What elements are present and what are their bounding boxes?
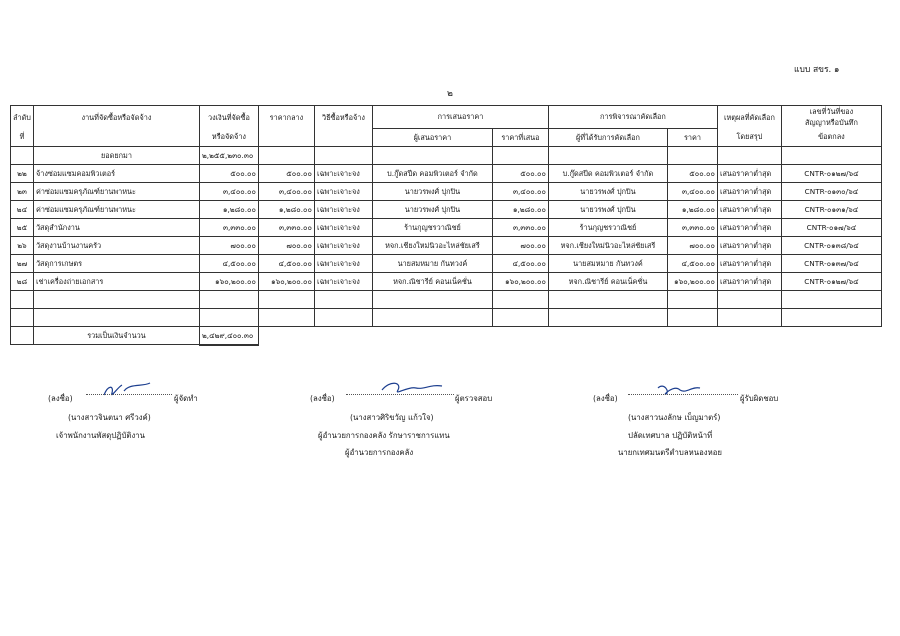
cell-price: ๓,๔๐๐.๐๐	[667, 182, 717, 200]
cell-offer-price: ๓,๓๓๐.๐๐	[492, 218, 548, 236]
cell-contract: CNTR-๐๑๗/๖๔	[781, 218, 881, 236]
signer-title-1: ผู้อำนวยการกองคลัง รักษาราชการแทน	[318, 431, 450, 440]
cell-item: วัสดุงานบ้านงานครัว	[33, 236, 199, 254]
cell-method: เฉพาะเจาะจง	[314, 200, 372, 218]
cell-selected: ร้านกุญชรวาณิชย์	[548, 218, 667, 236]
cell-reason: เสนอราคาต่ำสุด	[717, 218, 781, 236]
cell-selected: นายวรพงศ์ ปุกปิน	[548, 200, 667, 218]
signature-image	[640, 380, 730, 400]
signature-image	[84, 381, 174, 401]
cell-price: ๑๖๐,๒๐๐.๐๐	[667, 272, 717, 290]
cell-reason: เสนอราคาต่ำสุด	[717, 164, 781, 182]
cell-offer-price: ๑,๒๘๐.๐๐	[492, 200, 548, 218]
table-row	[11, 254, 882, 272]
cell-seq: ๒๔	[11, 200, 34, 218]
carried-label: ยอดยกมา	[33, 146, 199, 164]
cell-seq: ๒๗	[11, 254, 34, 272]
total-row	[11, 326, 882, 345]
cell-median: ๔,๕๐๐.๐๐	[258, 254, 314, 272]
cell-median: ๗๐๐.๐๐	[258, 236, 314, 254]
cell-seq: ๒๒	[11, 164, 34, 182]
cell-price: ๓,๓๓๐.๐๐	[667, 218, 717, 236]
hdr-median-cont	[258, 128, 314, 146]
cell-selected: หจก.ณิชารีย์ คอนเน็คชั่น	[548, 272, 667, 290]
cell-budget: ๑,๒๘๐.๐๐	[199, 200, 258, 218]
cell-offer-price: ๑๖๐,๒๐๐.๐๐	[492, 272, 548, 290]
hdr-selected: ผู้ที่ได้รับการคัดเลือก	[548, 128, 667, 146]
cell-reason: เสนอราคาต่ำสุด	[717, 182, 781, 200]
cell-contract: CNTR-๐๑๒๗/๖๔	[781, 272, 881, 290]
hdr-price: ราคา	[667, 128, 717, 146]
role-label: ผู้รับผิดชอบ	[740, 394, 779, 403]
cell-budget: ๕๐๐.๐๐	[199, 164, 258, 182]
signer-name: (นางสาวนงลักษ เบ็ญมาตร์)	[628, 413, 721, 422]
signer-name: (นางสาวจินตนา ศรีวงค์)	[68, 413, 151, 422]
sign-label: (ลงชื่อ)	[310, 394, 335, 403]
hdr-contract-line2: สัญญาหรือบันทึก	[804, 118, 858, 127]
form-code: แบบ สขร. ๑	[794, 65, 840, 75]
hdr-seq2: ที่	[11, 128, 34, 146]
hdr-offer: การเสนอราคา	[372, 106, 548, 129]
cell-offerer: นายวรพงศ์ ปุกปิน	[372, 182, 492, 200]
table-row	[11, 218, 882, 236]
hdr-offerer: ผู้เสนอราคา	[372, 128, 492, 146]
table-row	[11, 182, 882, 200]
hdr-method-cont	[314, 128, 372, 146]
page-number: ๒	[447, 89, 453, 99]
cell-seq: ๒๘	[11, 272, 34, 290]
hdr-contract3: ข้อตกลง	[781, 128, 881, 146]
cell-median: ๓,๓๓๐.๐๐	[258, 218, 314, 236]
cell-offerer: ร้านกุญชรวาณิชย์	[372, 218, 492, 236]
cell-method: เฉพาะเจาะจง	[314, 272, 372, 290]
cell-median: ๓,๔๐๐.๐๐	[258, 182, 314, 200]
signer-title-1: ปลัดเทศบาล ปฏิบัติหน้าที่	[628, 431, 713, 440]
cell-item: วัสดุการเกษตร	[33, 254, 199, 272]
table-row	[11, 272, 882, 290]
cell-seq: ๒๓	[11, 182, 34, 200]
cell-offerer: หจก.ณิชารีย์ คอนเน็คชั่น	[372, 272, 492, 290]
cell-price: ๔,๕๐๐.๐๐	[667, 254, 717, 272]
sign-line	[86, 394, 172, 395]
sign-label: (ลงชื่อ)	[593, 394, 618, 403]
hdr-offer-price: ราคาที่เสนอ	[492, 128, 548, 146]
header-row-1	[11, 106, 882, 129]
table-row	[11, 236, 882, 254]
hdr-seq: ลำดับ	[11, 106, 34, 129]
cell-median: ๑,๒๘๐.๐๐	[258, 200, 314, 218]
cell-item: ค่าซ่อมแซมครุภัณฑ์ยานพาหนะ	[33, 200, 199, 218]
cell-selected: นายวรพงศ์ ปุกปิน	[548, 182, 667, 200]
cell-seq: ๒๕	[11, 218, 34, 236]
role-label: ผู้จัดทำ	[174, 394, 198, 403]
role-label: ผู้ตรวจสอบ	[455, 394, 493, 403]
cell-selected: นายสมหมาย กันทวงค์	[548, 254, 667, 272]
cell-budget: ๗๐๐.๐๐	[199, 236, 258, 254]
cell-method: เฉพาะเจาะจง	[314, 164, 372, 182]
cell-offerer: นายวรพงศ์ ปุกปิน	[372, 200, 492, 218]
cell-offerer: นายสมหมาย กันทวงค์	[372, 254, 492, 272]
cell-method: เฉพาะเจาะจง	[314, 182, 372, 200]
cell-reason: เสนอราคาต่ำสุด	[717, 200, 781, 218]
hdr-selection: การพิจารณาคัดเลือก	[548, 106, 717, 129]
hdr-item-cont	[33, 128, 199, 146]
cell-contract: CNTR-๐๑๓๑/๖๔	[781, 200, 881, 218]
cell-offer-price: ๗๐๐.๐๐	[492, 236, 548, 254]
cell-contract: CNTR-๐๑๓๐/๖๔	[781, 182, 881, 200]
cell-contract: CNTR-๐๑๓๘/๖๔	[781, 236, 881, 254]
sign-line	[346, 394, 454, 395]
header-row-2	[11, 128, 882, 146]
cell-item: จ้างซ่อมแซมคอมพิวเตอร์	[33, 164, 199, 182]
cell-method: เฉพาะเจาะจง	[314, 236, 372, 254]
procurement-table	[10, 105, 882, 346]
cell-offerer: หจก.เชียงใหม่นิวอะไหล่ชัยเสรี	[372, 236, 492, 254]
cell-price: ๕๐๐.๐๐	[667, 164, 717, 182]
carried-row	[11, 146, 882, 164]
hdr-item: งานที่จัดซื้อหรือจัดจ้าง	[33, 106, 199, 129]
hdr-contract	[781, 106, 881, 129]
hdr-method: วิธีซื้อหรือจ้าง	[314, 106, 372, 129]
total-label: รวมเป็นเงินจำนวน	[33, 326, 199, 345]
table-row	[11, 164, 882, 182]
signer-title-2: นายกเทศมนตรีตำบลหนองหอย	[618, 448, 722, 457]
cell-method: เฉพาะเจาะจง	[314, 254, 372, 272]
hdr-reason2: โดยสรุป	[717, 128, 781, 146]
hdr-budget: วงเงินที่จัดซื้อ	[199, 106, 258, 129]
cell-offer-price: ๕๐๐.๐๐	[492, 164, 548, 182]
cell-item: ค่าซ่อมแซมครุภัณฑ์ยานพาหนะ	[33, 182, 199, 200]
cell-price: ๑,๒๘๐.๐๐	[667, 200, 717, 218]
cell-offer-price: ๔,๕๐๐.๐๐	[492, 254, 548, 272]
cell-contract: CNTR-๐๑๒๗/๖๔	[781, 164, 881, 182]
carried-value: ๒,๒๕๕,๒๓๐.๓๐	[199, 146, 258, 164]
hdr-contract-line1: เลขที่วันที่ของ	[809, 107, 854, 116]
cell-median: ๑๖๐,๒๐๐.๐๐	[258, 272, 314, 290]
sign-line	[628, 394, 738, 395]
cell-budget: ๔,๕๐๐.๐๐	[199, 254, 258, 272]
hdr-budget2: หรือจัดจ้าง	[199, 128, 258, 146]
sign-label: (ลงชื่อ)	[48, 394, 73, 403]
cell-reason: เสนอราคาต่ำสุด	[717, 236, 781, 254]
empty-row	[11, 290, 882, 308]
cell-method: เฉพาะเจาะจง	[314, 218, 372, 236]
signer-title: เจ้าพนักงานพัสดุปฏิบัติงาน	[56, 431, 145, 440]
hdr-reason: เหตุผลที่คัดเลือก	[717, 106, 781, 129]
cell-median: ๕๐๐.๐๐	[258, 164, 314, 182]
total-value: ๒,๔๒๙,๔๐๐.๓๐	[199, 326, 258, 345]
empty-row	[11, 308, 882, 326]
cell-budget: ๓,๓๓๐.๐๐	[199, 218, 258, 236]
cell-price: ๗๐๐.๐๐	[667, 236, 717, 254]
cell-contract: CNTR-๐๑๓๗/๖๔	[781, 254, 881, 272]
cell-budget: ๑๖๐,๒๐๐.๐๐	[199, 272, 258, 290]
cell-selected: หจก.เชียงใหม่นิวอะไหล่ชัยเสรี	[548, 236, 667, 254]
table-row	[11, 200, 882, 218]
cell-reason: เสนอราคาต่ำสุด	[717, 272, 781, 290]
cell-item: เช่าเครื่องถ่ายเอกสาร	[33, 272, 199, 290]
cell-reason: เสนอราคาต่ำสุด	[717, 254, 781, 272]
cell-seq: ๒๖	[11, 236, 34, 254]
cell-offerer: บ.กู๊ดสปีด คอมพิวเตอร์ จำกัด	[372, 164, 492, 182]
signer-title-2: ผู้อำนวยการกองคลัง	[345, 448, 414, 457]
cell-budget: ๓,๔๐๐.๐๐	[199, 182, 258, 200]
cell-selected: บ.กู๊ดสปีด คอมพิวเตอร์ จำกัด	[548, 164, 667, 182]
cell-item: วัสดุสำนักงาน	[33, 218, 199, 236]
hdr-median: ราคากลาง	[258, 106, 314, 129]
cell-offer-price: ๓,๔๐๐.๐๐	[492, 182, 548, 200]
signer-name: (นางสาวศิริขวัญ แก้วใจ)	[350, 413, 434, 422]
